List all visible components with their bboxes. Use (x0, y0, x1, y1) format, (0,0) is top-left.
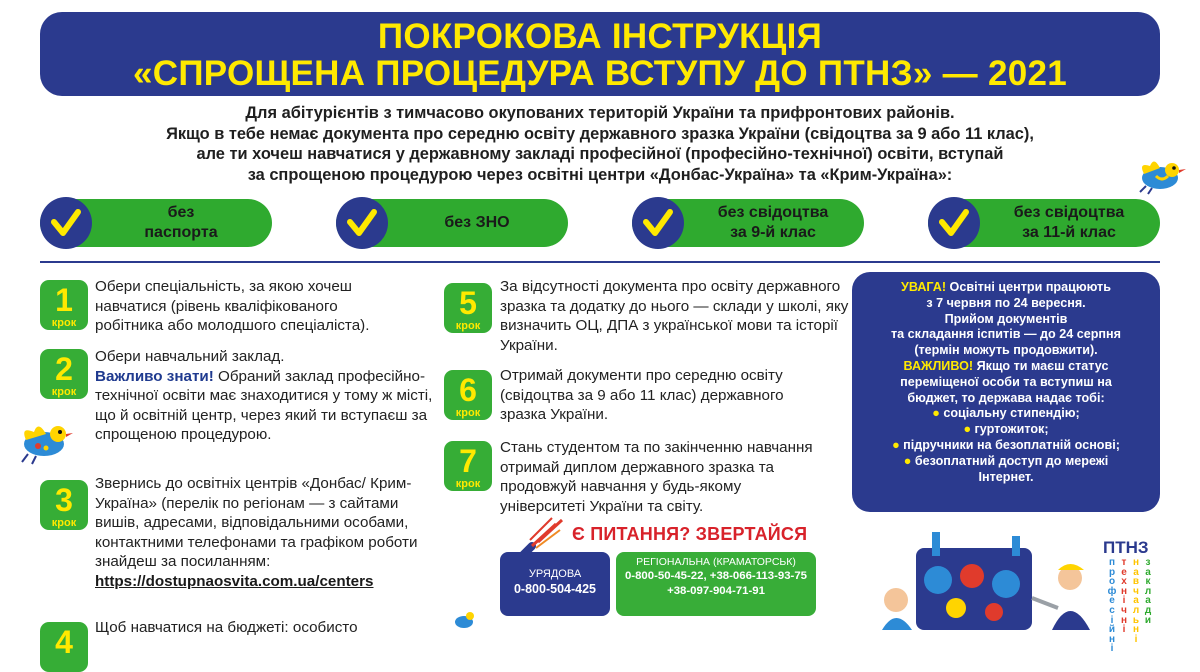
step-text-b: Обраний заклад професійно-технічної освіти має знаходитися у тому ж місті, що й освітній центр, через який ти вступаєш за спрощеною процедурою. (95, 367, 433, 444)
check-icon (928, 197, 980, 249)
step-text: Отримай документи про середню освіту (свідоцтва за 9 або 11 клас) державного зразка України. (500, 367, 784, 424)
workshop-illustration (872, 528, 1102, 630)
check-icon (336, 197, 388, 249)
attention-label: УВАГА! (901, 280, 947, 294)
intro-line-3: але ти хочеш навчатися у державному закладі професійної (професійно-технічної) освіти, вступай (196, 145, 1004, 164)
pill-no-passport (40, 199, 272, 247)
title-line-1: ПОКРОКОВА ІНСТРУКЦІЯ (377, 17, 823, 56)
benefit-item: ● гуртожиток; (963, 422, 1049, 437)
step-number: 4 (55, 624, 73, 660)
step-badge (444, 370, 492, 420)
check-icon (40, 197, 92, 249)
step-badge (40, 480, 88, 530)
notice-line-4: та складання іспитів — до 24 серпня (890, 327, 1121, 342)
intro-text (40, 103, 1160, 185)
pill-label: без ЗНО (444, 214, 510, 231)
step-text: Стань студентом та по закінченню навчання отримай диплом державного зразка та продовжуй навчання у будь-якому університеті України та світу. (500, 439, 813, 515)
step-highlight: Важливо знати! (95, 367, 214, 385)
benefit-item: ● соціальну стипендію; (932, 406, 1080, 421)
pill-label: без паспорта (144, 204, 218, 241)
step-number: 7 (459, 443, 477, 479)
step-number: 3 (55, 482, 73, 518)
benefit-item: ● підручники на безоплатній основі; (892, 437, 1120, 452)
step-badge (444, 441, 492, 491)
step-badge (40, 280, 88, 330)
regional-phones-1[interactable]: 0-800-50-45-22, +38-066-113-93-75 (624, 570, 808, 582)
logo-word-technical: т е х н і ч н і (1120, 557, 1128, 636)
logo-word-professional: п р о ф е с і й н і (1107, 557, 1117, 655)
step-text-a: Обери навчальний заклад. (95, 348, 285, 365)
hotline-number[interactable]: 0-800-504-425 (513, 582, 596, 596)
pill-no-zno (336, 199, 568, 247)
notice-line-1: УВАГА! Освітні центри працюють (901, 280, 1111, 294)
intro-line-2: Якщо в тебе немає документа про середню освіту державного зразка України (свідоцтва за 9 або 11 клас), (166, 124, 1034, 143)
questions-heading: Є ПИТАННЯ? ЗВЕРТАЙСЯ (572, 524, 808, 544)
step-word: крок (455, 478, 481, 490)
ptnz-logo-title: ПТНЗ (1103, 538, 1149, 557)
notice-box (852, 272, 1160, 512)
bird-illustration-left (16, 414, 74, 466)
step-word: крок (51, 317, 77, 329)
step-word: крок (455, 407, 481, 419)
step-badge (40, 349, 88, 399)
pill-no-9-certificate (632, 199, 864, 247)
step-number: 6 (459, 372, 477, 408)
step-word: крок (455, 320, 481, 332)
title-banner (40, 12, 1160, 96)
logo-word-institutions: з а к л а д и (1144, 557, 1152, 626)
check-icon (632, 197, 684, 249)
notice-line-6: ВАЖЛИВО! Якщо ти маєш статус (903, 358, 1109, 373)
centers-link[interactable]: https://dostupnaosvita.com.ua/centers (95, 572, 374, 590)
important-label: ВАЖЛИВО! (903, 358, 974, 373)
notice-line-2: з 7 червня по 24 вересня. (926, 295, 1086, 310)
regional-phones-2[interactable]: +38-097-904-71-91 (667, 585, 765, 597)
step-body: Звернись до освітніх центрів «Донбас/ Крим-Україна» (перелік по регіонам — з сайтами вишів, адресами, відповідальними особами, контактними телефонами та графіком роботи знайдеш за посиланням: (95, 475, 418, 571)
step-number: 1 (55, 282, 73, 318)
hotline-label: УРЯДОВА (528, 568, 582, 580)
notice-line-8: бюджет, то держава надає тобі: (907, 390, 1105, 405)
intro-line-4: за спрощеною процедурою через освітні центри «Донбас-Україна» та «Крим-Україна»: (247, 165, 953, 184)
benefit-item: ● безоплатний доступ до мережі (903, 453, 1109, 468)
pill-label: без свідоцтва за 11-й клас (1013, 204, 1125, 241)
notice-line-3: Прийом документів (944, 311, 1068, 326)
regional-hotline-box (616, 552, 816, 616)
step-badge (444, 283, 492, 333)
step-text: Щоб навчатися на бюджеті: особисто (95, 619, 358, 636)
step-text (95, 347, 435, 445)
requirements-row (40, 199, 1160, 249)
step-text: За відсутності документа про освіту державного зразка та додатку до нього — склади у школі, яку визначить ОЦ, ДПА з української мови та історії України. (500, 278, 849, 354)
notice-line-7: переміщеної особи та вступиш на (900, 374, 1112, 389)
regional-label: РЕГІОНАЛЬНА (КРАМАТОРСЬК) (636, 556, 796, 568)
pill-no-11-certificate (928, 199, 1160, 247)
step-text (95, 474, 425, 592)
section-divider (40, 261, 1160, 263)
title-line-2: «СПРОЩЕНА ПРОЦЕДУРА ВСТУПУ ДО ПТНЗ» — 2021 (132, 54, 1067, 93)
step-number: 5 (459, 285, 477, 321)
notice-line-5: (термін можуть продовжити). (914, 343, 1098, 358)
bird-illustration-right (1136, 152, 1188, 196)
step-badge (40, 622, 88, 672)
intro-line-1: Для абітурієнтів з тимчасово окупованих територій України та прифронтових районів. (245, 104, 955, 122)
notice-last-line: Інтернет. (978, 469, 1034, 484)
government-hotline-box (500, 552, 610, 616)
logo-word-educational: н а в ч а л ь н і (1132, 557, 1140, 645)
bird-illustration-small (452, 606, 476, 630)
step-number: 2 (55, 351, 73, 387)
step-text: Обери спеціальність, за якою хочеш навчатися (рівень кваліфікованого робітника або молодшого спеціаліста). (95, 278, 370, 335)
step-word: крок (51, 517, 77, 529)
pill-label: без свідоцтва за 9-й клас (717, 204, 829, 241)
step-word: крок (51, 386, 77, 398)
